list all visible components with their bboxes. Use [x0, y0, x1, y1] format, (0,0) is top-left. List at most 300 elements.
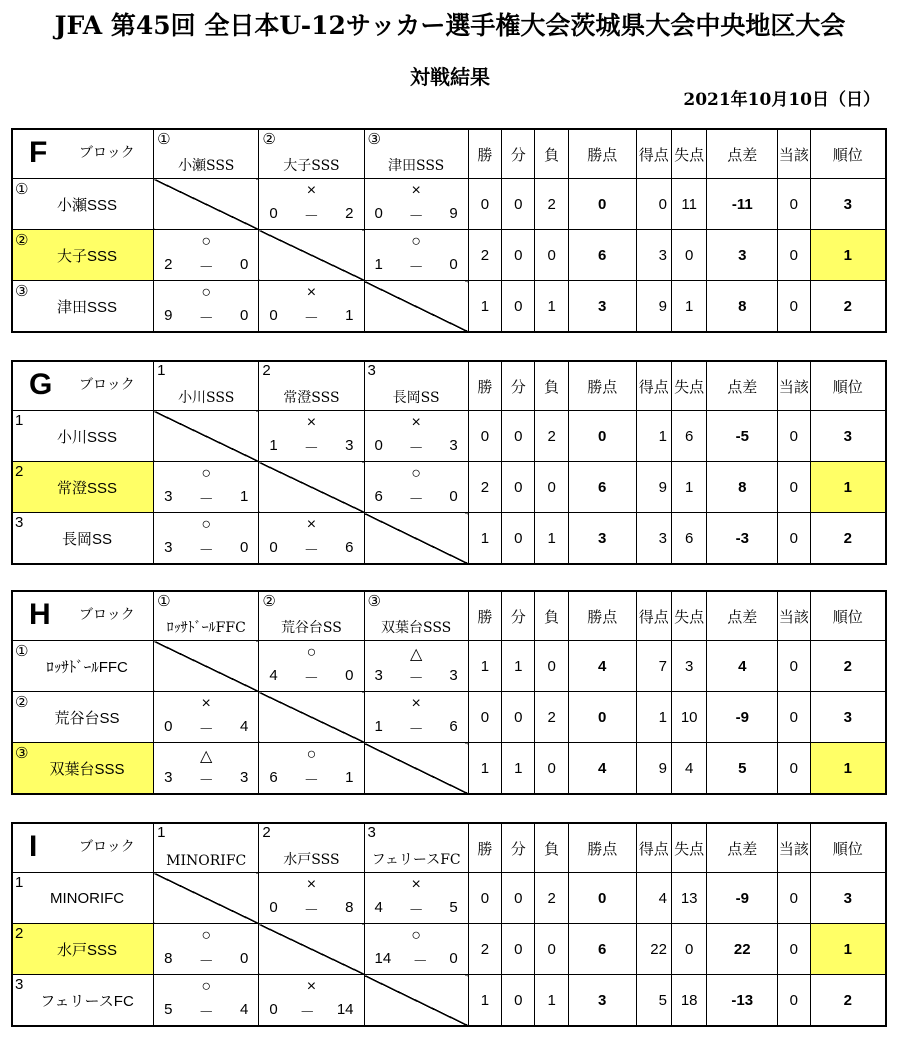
score-dash: － [198, 772, 214, 789]
goals-against-cell: 4 [671, 743, 706, 795]
score-dash: － [408, 721, 424, 738]
self-match-diagonal [364, 975, 468, 1027]
draws-cell: 0 [502, 462, 535, 513]
match-result [259, 281, 364, 333]
team-name: 水戸SSS [57, 941, 118, 959]
team-name: 荒谷台SS [54, 709, 120, 727]
team-number: 2 [15, 463, 24, 480]
team-number: 2 [15, 925, 24, 942]
col-header-loss: 負 [535, 591, 568, 641]
goals-for-cell: 9 [636, 743, 671, 795]
goals-for-cell: 7 [636, 641, 671, 692]
team-name-cell [12, 924, 154, 975]
match-result [364, 462, 468, 513]
goals-against-cell: 3 [671, 641, 706, 692]
team-number: ① [15, 181, 29, 198]
col-header-goals-for: 得点 [636, 823, 671, 873]
goals-against-cell: 1 [671, 281, 706, 333]
score-for: 8 [164, 950, 173, 967]
draws-cell: 0 [502, 924, 535, 975]
rank-cell: 2 [810, 513, 886, 565]
goals-for-cell: 5 [636, 975, 671, 1027]
col-header-win: 勝 [468, 129, 501, 179]
result-score [164, 256, 248, 277]
team-number: ① [15, 643, 29, 660]
result-score [375, 718, 458, 739]
team-name: 大子SSS [57, 247, 118, 265]
points-cell: 6 [568, 230, 636, 281]
col-header-goals-against: 失点 [671, 591, 706, 641]
opponent-number: 3 [367, 824, 376, 841]
goal-diff-cell: 8 [707, 281, 778, 333]
block-letter: I [29, 830, 38, 863]
score-for: 6 [374, 488, 383, 505]
draws-cell: 0 [502, 873, 535, 924]
col-header-goals-against: 失点 [671, 361, 706, 411]
page-subtitle: 対戦結果 [410, 65, 490, 89]
table-row [12, 924, 886, 975]
team-name-cell [12, 411, 154, 462]
result-score [375, 205, 458, 226]
score-against: 5 [449, 899, 458, 916]
score-for: 0 [269, 1001, 278, 1018]
rank-cell: 1 [810, 743, 886, 795]
opponent-header [259, 361, 364, 411]
score-dash: － [408, 670, 424, 687]
rank-cell: 1 [810, 462, 886, 513]
draws-cell: 0 [502, 975, 535, 1027]
score-for: 1 [374, 256, 383, 273]
opponent-name: 小瀬SSS [178, 158, 235, 174]
opponent-header [364, 591, 468, 641]
score-against: 0 [449, 950, 458, 967]
result-symbol: × [306, 516, 317, 533]
opponent-number: ② [262, 131, 276, 148]
goals-against-cell: 6 [671, 411, 706, 462]
goals-for-cell: 4 [636, 873, 671, 924]
score-dash: － [303, 440, 319, 457]
result-symbol: × [411, 695, 421, 712]
wins-cell: 0 [468, 692, 501, 743]
goal-diff-cell: 3 [707, 230, 778, 281]
points-cell: 3 [568, 975, 636, 1027]
score-dash: － [303, 670, 319, 687]
team-number: 1 [15, 874, 24, 891]
opponent-name: 荒谷台SS [280, 620, 342, 636]
score-dash: － [303, 902, 319, 919]
team-name: 双葉台SSS [49, 760, 125, 778]
opponent-header [154, 361, 259, 411]
opponent-header [364, 361, 468, 411]
rank-cell: 3 [810, 692, 886, 743]
result-score [375, 950, 458, 971]
score-dash: － [412, 953, 428, 970]
col-header-rank: 順位 [810, 591, 886, 641]
block-table-g [11, 360, 887, 565]
draws-cell: 0 [502, 692, 535, 743]
goals-against-cell: 1 [671, 462, 706, 513]
score-dash: － [408, 491, 424, 508]
table-row [12, 641, 886, 692]
result-score [269, 205, 353, 226]
opponent-number: 1 [157, 824, 166, 841]
score-for: 4 [269, 667, 278, 684]
match-result [364, 179, 468, 230]
self-match-diagonal [259, 692, 364, 743]
result-symbol: × [201, 695, 211, 712]
score-for: 3 [374, 667, 383, 684]
match-result [364, 230, 468, 281]
result-score [164, 950, 248, 971]
opponent-header [259, 823, 364, 873]
team-name: ﾛｯｻﾄﾞｰﾙFFC [46, 658, 128, 676]
score-against: 8 [345, 899, 354, 916]
match-result [154, 975, 259, 1027]
col-header-head-to-head: 当該 [778, 591, 810, 641]
col-header-rank: 順位 [810, 129, 886, 179]
score-against: 1 [345, 307, 354, 324]
result-score [375, 256, 458, 277]
score-dash: － [198, 1004, 214, 1021]
opponent-name: 津田SSS [387, 158, 445, 174]
header-row [12, 129, 886, 179]
result-symbol: × [411, 182, 421, 199]
points-cell: 0 [568, 873, 636, 924]
score-dash: － [303, 310, 319, 327]
points-cell: 6 [568, 924, 636, 975]
losses-cell: 0 [535, 641, 568, 692]
block-letter: H [29, 598, 51, 631]
col-header-head-to-head: 当該 [778, 823, 810, 873]
losses-cell: 2 [535, 692, 568, 743]
self-match-diagonal [154, 411, 259, 462]
losses-cell: 0 [535, 462, 568, 513]
score-dash: － [198, 491, 214, 508]
score-against: 9 [449, 205, 458, 222]
wins-cell: 1 [468, 513, 501, 565]
match-result [259, 873, 364, 924]
col-header-goals-for: 得点 [636, 591, 671, 641]
score-dash: － [303, 208, 319, 225]
opponent-number: ① [157, 593, 171, 610]
team-name: 長岡SS [62, 530, 113, 548]
losses-cell: 2 [535, 179, 568, 230]
opponent-name: 常澄SSS [283, 390, 340, 406]
goals-for-cell: 22 [636, 924, 671, 975]
head-to-head-cell: 0 [778, 462, 810, 513]
result-score [375, 488, 458, 509]
score-for: 6 [269, 769, 278, 786]
col-header-goals-for: 得点 [636, 361, 671, 411]
goals-for-cell: 0 [636, 179, 671, 230]
table-row [12, 230, 886, 281]
result-symbol: ○ [201, 927, 212, 944]
score-dash: － [303, 772, 319, 789]
col-header-loss: 負 [535, 361, 568, 411]
match-result [259, 411, 364, 462]
score-for: 5 [164, 1001, 173, 1018]
result-symbol: ○ [201, 233, 212, 250]
score-for: 9 [164, 307, 173, 324]
draws-cell: 0 [502, 281, 535, 333]
header-row [12, 591, 886, 641]
score-for: 0 [269, 899, 278, 916]
opponent-number: 3 [367, 362, 376, 379]
wins-cell: 2 [468, 230, 501, 281]
opponent-number: ③ [367, 131, 381, 148]
team-number: ② [15, 232, 29, 249]
opponent-header [259, 591, 364, 641]
col-header-win: 勝 [468, 361, 501, 411]
col-header-rank: 順位 [810, 823, 886, 873]
result-symbol: ○ [201, 465, 212, 482]
score-against: 3 [239, 769, 249, 786]
points-cell: 0 [568, 179, 636, 230]
block-header-cell [12, 591, 154, 641]
draws-cell: 0 [502, 513, 535, 565]
match-result [154, 692, 259, 743]
result-score [164, 307, 248, 328]
opponent-header [364, 129, 468, 179]
result-symbol: × [411, 876, 421, 893]
score-against: 6 [345, 539, 354, 556]
table-row [12, 692, 886, 743]
opponent-name: 大子SSS [283, 158, 340, 174]
score-against: 4 [239, 1001, 249, 1018]
score-against: 2 [345, 205, 354, 222]
col-header-draw: 分 [502, 823, 535, 873]
wins-cell: 2 [468, 924, 501, 975]
draws-cell: 1 [502, 743, 535, 795]
table-row [12, 411, 886, 462]
event-date: 2021年10月10日（日） [683, 90, 880, 110]
losses-cell: 1 [535, 513, 568, 565]
score-dash: － [408, 208, 424, 225]
result-score [269, 667, 353, 688]
losses-cell: 2 [535, 873, 568, 924]
result-score [375, 899, 458, 920]
block-table-f [11, 128, 887, 333]
opponent-name: フェリースFC [371, 852, 461, 868]
opponent-header [259, 129, 364, 179]
match-result [154, 281, 259, 333]
block-table-i [11, 822, 887, 1027]
goals-against-cell: 13 [671, 873, 706, 924]
wins-cell: 0 [468, 411, 501, 462]
col-header-goals-against: 失点 [671, 823, 706, 873]
team-name: 常澄SSS [57, 479, 118, 497]
goals-against-cell: 6 [671, 513, 706, 565]
self-match-diagonal [154, 641, 259, 692]
score-dash: － [408, 259, 424, 276]
match-result [154, 230, 259, 281]
team-name-cell [12, 692, 154, 743]
team-name: 小瀬SSS [57, 196, 118, 214]
team-number: 1 [15, 412, 24, 429]
rank-cell: 1 [810, 924, 886, 975]
score-for: 0 [269, 307, 278, 324]
score-against: 0 [345, 667, 354, 684]
block-label: ブロック [79, 144, 135, 160]
goal-diff-cell: 4 [707, 641, 778, 692]
self-match-diagonal [154, 873, 259, 924]
table-row [12, 513, 886, 565]
result-symbol: × [306, 978, 317, 995]
col-header-goal-diff: 点差 [707, 591, 778, 641]
self-match-diagonal [154, 179, 259, 230]
opponent-name: ﾛｯｻﾄﾞｰﾙFFC [166, 620, 246, 636]
result-score [164, 488, 248, 509]
result-symbol: ○ [411, 465, 421, 482]
score-for: 4 [374, 899, 383, 916]
match-result [364, 924, 468, 975]
points-cell: 6 [568, 462, 636, 513]
self-match-diagonal [364, 513, 468, 565]
rank-cell: 3 [810, 179, 886, 230]
match-result [259, 743, 364, 795]
losses-cell: 1 [535, 281, 568, 333]
score-for: 0 [374, 205, 383, 222]
result-score [164, 718, 248, 739]
team-name: 津田SSS [57, 298, 118, 316]
score-for: 0 [269, 539, 278, 556]
draws-cell: 0 [502, 411, 535, 462]
goals-for-cell: 3 [636, 513, 671, 565]
points-cell: 4 [568, 743, 636, 795]
goal-diff-cell: 8 [707, 462, 778, 513]
self-match-diagonal [259, 230, 364, 281]
match-result [259, 641, 364, 692]
goal-diff-cell: 22 [707, 924, 778, 975]
rank-cell: 2 [810, 281, 886, 333]
rank-cell: 3 [810, 873, 886, 924]
score-against: 3 [345, 437, 354, 454]
goal-diff-cell: -9 [707, 692, 778, 743]
goal-diff-cell: -11 [707, 179, 778, 230]
block-header-cell [12, 129, 154, 179]
col-header-head-to-head: 当該 [778, 361, 810, 411]
goals-for-cell: 3 [636, 230, 671, 281]
score-against: 3 [449, 437, 458, 454]
col-header-draw: 分 [502, 129, 535, 179]
opponent-name: 小川SSS [178, 390, 235, 406]
match-result [154, 462, 259, 513]
col-header-win: 勝 [468, 823, 501, 873]
wins-cell: 2 [468, 462, 501, 513]
opponent-name: 水戸SSS [283, 852, 340, 868]
opponent-name: 双葉台SSS [380, 620, 452, 636]
table-row [12, 179, 886, 230]
match-result [364, 411, 468, 462]
score-against: 0 [239, 950, 249, 967]
wins-cell: 1 [468, 641, 501, 692]
score-for: 14 [374, 950, 392, 967]
block-label: ブロック [79, 838, 135, 854]
result-score [269, 539, 353, 560]
opponent-header [364, 823, 468, 873]
score-against: 4 [239, 718, 249, 735]
head-to-head-cell: 0 [778, 924, 810, 975]
col-header-rank: 順位 [810, 361, 886, 411]
col-header-points: 勝点 [568, 129, 636, 179]
match-result [154, 924, 259, 975]
rank-cell: 2 [810, 641, 886, 692]
goals-for-cell: 9 [636, 281, 671, 333]
col-header-points: 勝点 [568, 591, 636, 641]
block-header-cell [12, 361, 154, 411]
head-to-head-cell: 0 [778, 641, 810, 692]
losses-cell: 0 [535, 743, 568, 795]
score-against: 0 [239, 539, 249, 556]
team-name-cell [12, 281, 154, 333]
self-match-diagonal [259, 462, 364, 513]
goals-for-cell: 9 [636, 462, 671, 513]
team-number: ③ [15, 745, 29, 762]
result-symbol: ○ [306, 746, 317, 763]
result-score [269, 769, 353, 790]
wins-cell: 1 [468, 975, 501, 1027]
col-header-points: 勝点 [568, 823, 636, 873]
result-symbol: × [306, 284, 317, 301]
opponent-number: 2 [262, 362, 271, 379]
team-name-cell [12, 641, 154, 692]
result-symbol: × [411, 414, 421, 431]
goals-for-cell: 1 [636, 692, 671, 743]
score-dash: － [303, 542, 319, 559]
header-row [12, 361, 886, 411]
score-dash: － [299, 1004, 315, 1021]
goal-diff-cell: -13 [707, 975, 778, 1027]
goal-diff-cell: -5 [707, 411, 778, 462]
opponent-name: 長岡SS [392, 390, 440, 406]
score-against: 1 [239, 488, 249, 505]
points-cell: 3 [568, 281, 636, 333]
team-name-cell [12, 873, 154, 924]
match-result [154, 513, 259, 565]
score-dash: － [198, 953, 214, 970]
self-match-diagonal [364, 743, 468, 795]
match-result [364, 873, 468, 924]
score-dash: － [198, 542, 214, 559]
points-cell: 0 [568, 692, 636, 743]
head-to-head-cell: 0 [778, 230, 810, 281]
table-row [12, 873, 886, 924]
col-header-loss: 負 [535, 823, 568, 873]
head-to-head-cell: 0 [778, 411, 810, 462]
col-header-goal-diff: 点差 [707, 823, 778, 873]
match-result [364, 692, 468, 743]
col-header-goal-diff: 点差 [707, 129, 778, 179]
result-score [164, 1001, 248, 1022]
team-number: ③ [15, 283, 29, 300]
self-match-diagonal [259, 924, 364, 975]
goal-diff-cell: -9 [707, 873, 778, 924]
match-result [154, 743, 259, 795]
result-symbol: ○ [201, 978, 212, 995]
score-against: 3 [449, 667, 458, 684]
score-for: 0 [374, 437, 383, 454]
self-match-diagonal [364, 281, 468, 333]
opponent-header [154, 129, 259, 179]
head-to-head-cell: 0 [778, 873, 810, 924]
result-score [269, 307, 353, 328]
col-header-win: 勝 [468, 591, 501, 641]
result-symbol: △ [200, 748, 213, 765]
goal-diff-cell: 5 [707, 743, 778, 795]
losses-cell: 1 [535, 975, 568, 1027]
goal-diff-cell: -3 [707, 513, 778, 565]
team-name-cell [12, 513, 154, 565]
